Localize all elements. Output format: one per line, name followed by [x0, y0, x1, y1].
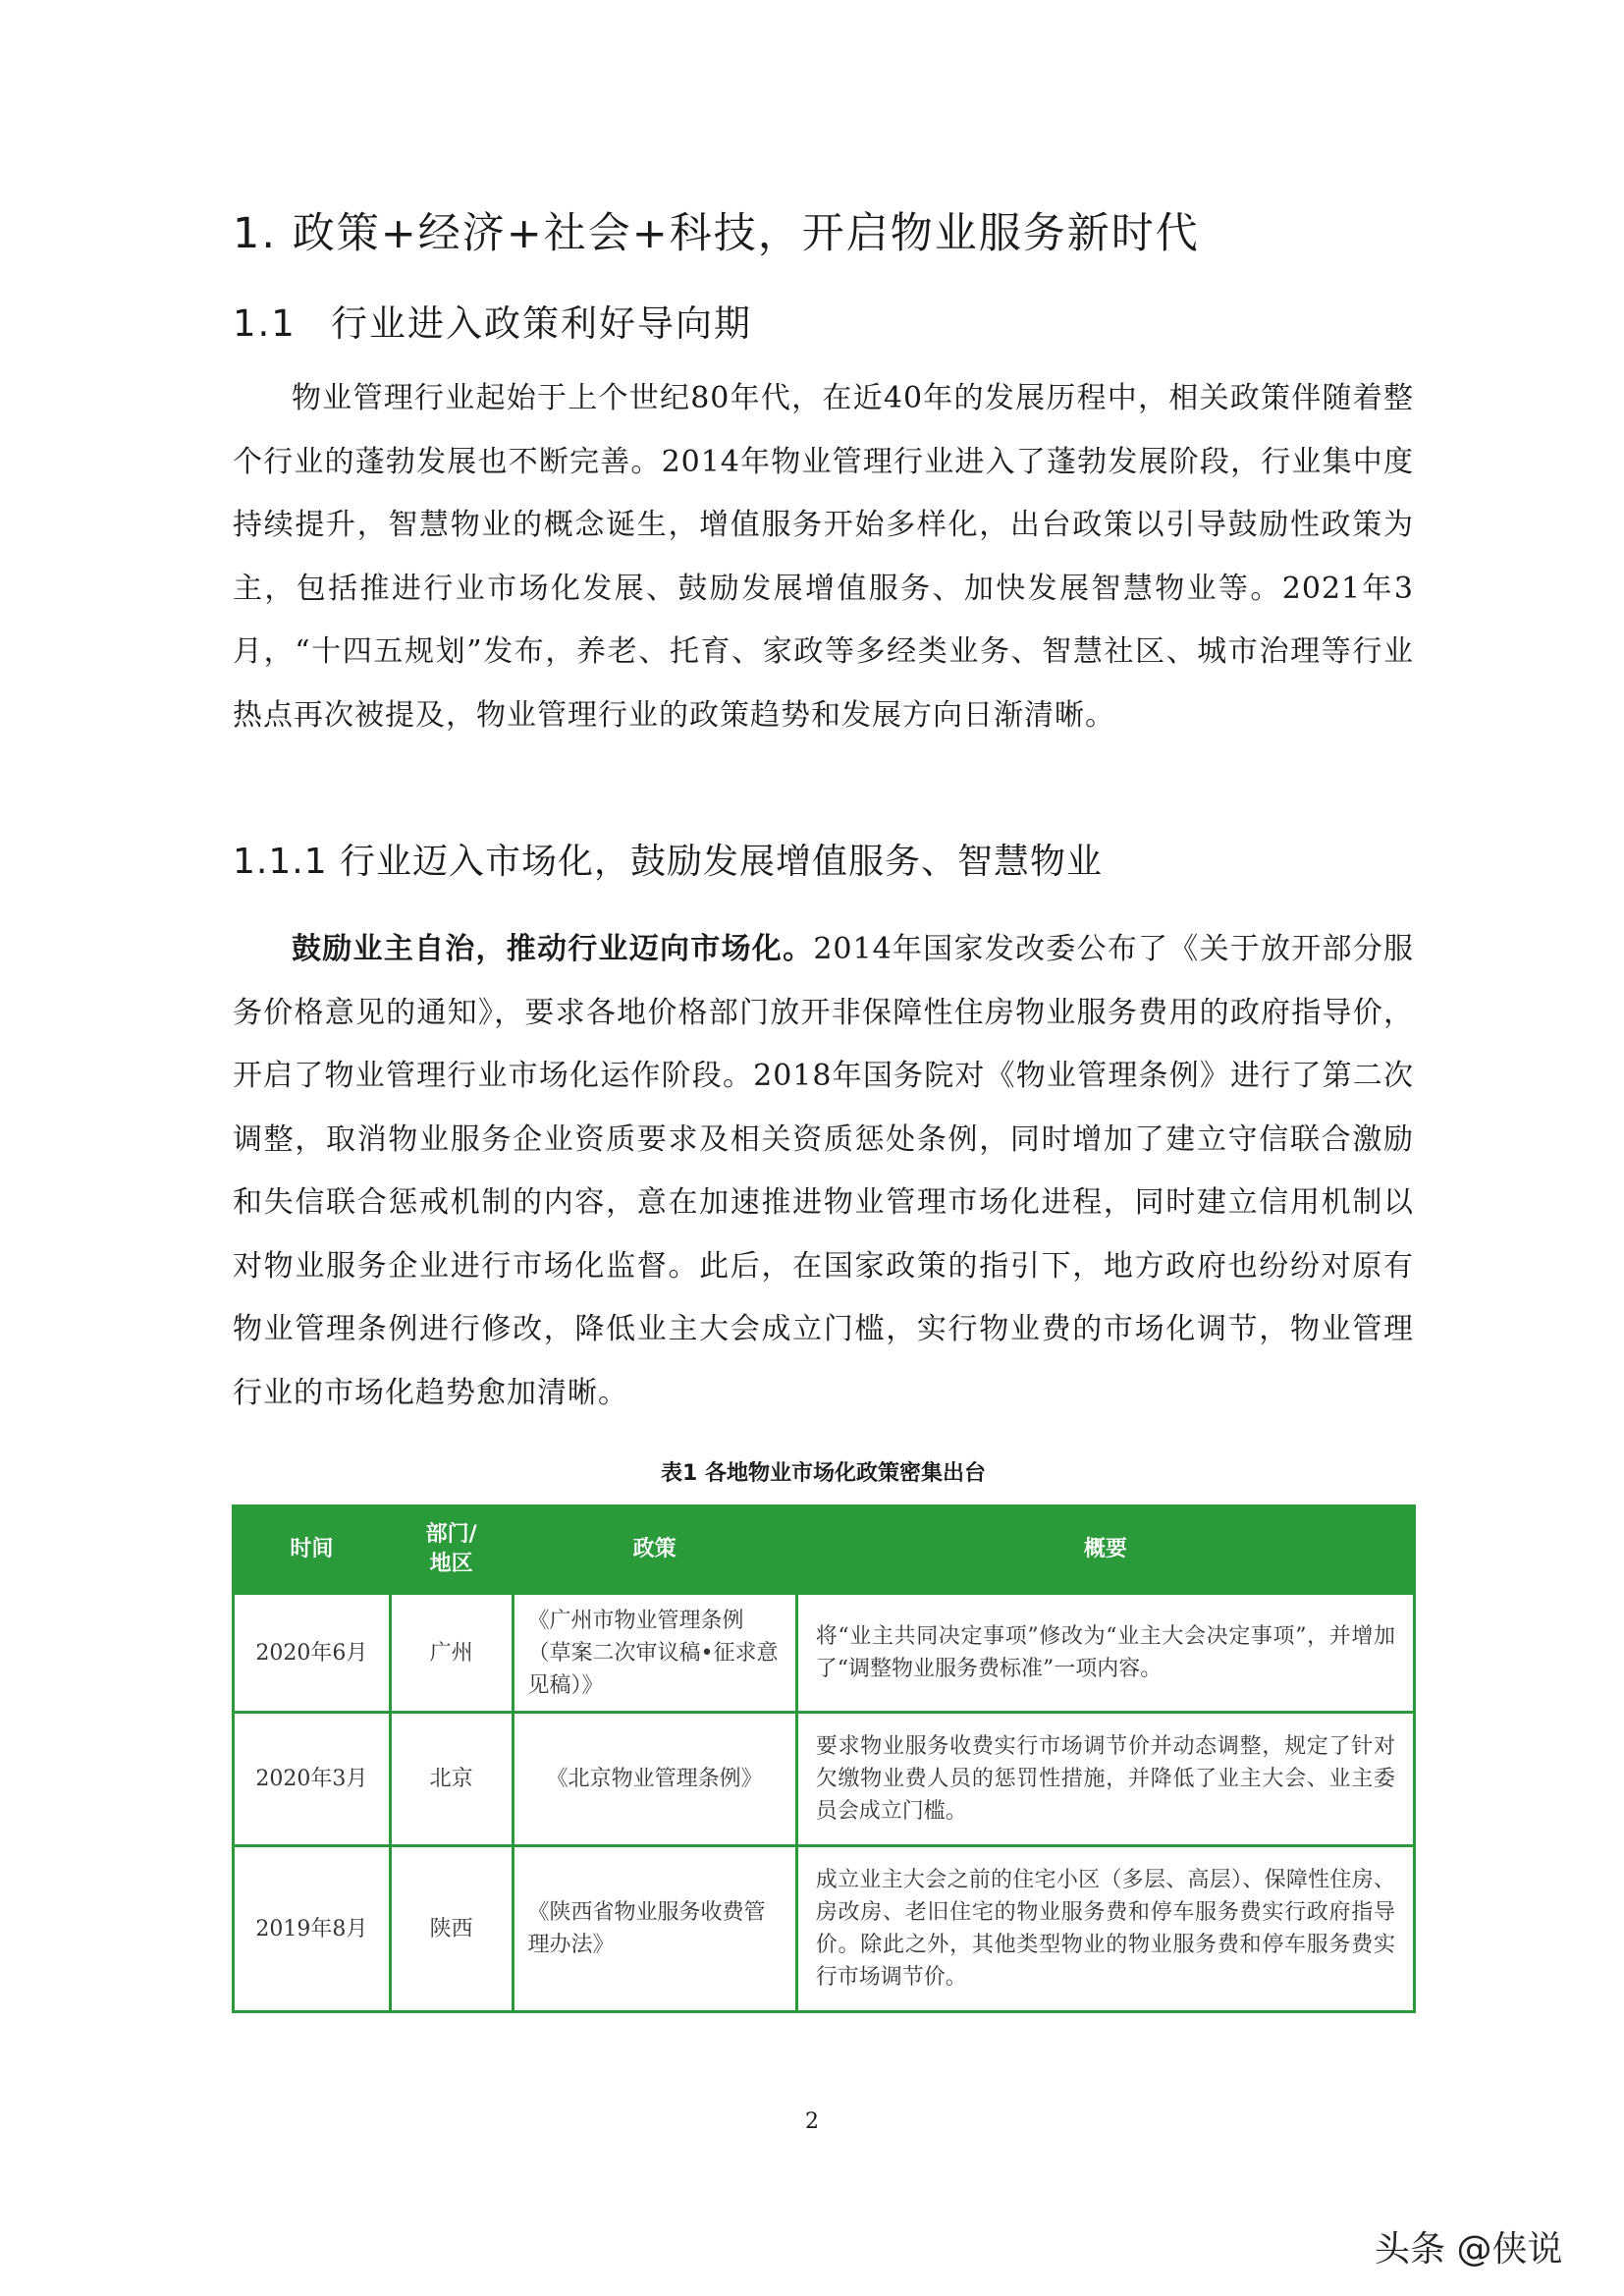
table-row [234, 1594, 1415, 1713]
page-number: 2 [805, 2109, 819, 2134]
paragraph-2-body: 2014年国家发改委公布了《关于放开部分服务价格意见的通知》，要求各地价格部门放开非保障性住房物业服务费用的政府指导价，开启了物业管理行业市场化运作阶段。2018年国务院对《物业管理条例》进行了第二次调整，取消物业服务企业资质要求及相关资质惩处条例，同时增加了建立守信联合激励和失信联合惩戒机制的内容，意在加速推进物业管理市场化进程，同时建立信用机制以对物业服务企业进行市场化监督。此后，在国家政策的指引下，地方政府也纷纷对原有物业管理条例进行修改，降低业主大会成立门槛，实行物业费的市场化调节，物业管理行业的市场化趋势愈加清晰。 [233, 932, 1414, 1410]
table-caption: 表1 各地物业市场化政策密集出台 [661, 1461, 986, 1486]
table-cell-summary: 要求物业服务收费实行市场调节价并动态调整，规定了针对欠缴物业费人员的惩罚性措施，并降低了业主大会、业主委员会成立门槛。 [796, 1713, 1414, 1846]
table-cell-summary: 将“业主共同决定事项”修改为“业主大会决定事项”，并增加了“调整物业服务费标准”一项内容。 [796, 1594, 1414, 1713]
heading-3: 1.1.1 行业迈入市场化，鼓励发展增值服务、智慧物业 [233, 842, 1104, 882]
watermark-text: 头条 @侠说 [1375, 2229, 1563, 2269]
paragraph-1: 物业管理行业起始于上个世纪80年代，在近40年的发展历程中，相关政策伴随着整个行业的蓬勃发展也不断完善。2014年物业管理行业进入了蓬勃发展阶段，行业集中度持续提升，智慧物业的概念诞生，增值服务开始多样化，出台政策以引导鼓励性政策为主，包括推进行业市场化发展、鼓励发展增值服务、加快发展智慧物业等。2021年3月，“十四五规划”发布，养老、托育、家政等多经类业务、智慧社区、城市治理等行业热点再次被提及，物业管理行业的政策趋势和发展方向日渐清晰。 [233, 381, 1414, 733]
heading-2 [233, 297, 752, 352]
table-cell-policy: 《广州市物业管理条例（草案二次审议稿•征求意见稿）》 [513, 1594, 796, 1713]
table-cell-date: 2019年8月 [234, 1846, 391, 2012]
table-row [234, 1846, 1415, 2012]
table-header-cell: 部门/ 地区 [390, 1506, 513, 1594]
table-cell-date: 2020年3月 [234, 1713, 391, 1846]
table-header-row [234, 1506, 1415, 1594]
table-cell-policy: 《北京物业管理条例》 [513, 1713, 796, 1846]
policy-table [232, 1504, 1416, 2013]
heading-2-number: 1.1 [233, 302, 297, 345]
table-cell-region: 广州 [390, 1594, 513, 1713]
table-cell-summary: 成立业主大会之前的住宅小区（多层、高层）、保障性住房、房改房、老旧住宅的物业服务费和停车服务费实行政府指导价。除此之外，其他类型物业的物业服务费和停车服务费实行市场调节价。 [796, 1846, 1414, 2012]
heading-1: 1. 政策+经济+社会+科技，开启物业服务新时代 [233, 209, 1200, 258]
heading-2-title: 行业进入政策利好导向期 [331, 302, 752, 345]
table-header-cell: 概要 [796, 1506, 1414, 1594]
table-header-cell: 政策 [513, 1506, 796, 1594]
table-cell-region: 北京 [390, 1713, 513, 1846]
table-cell-date: 2020年6月 [234, 1594, 391, 1713]
paragraph-2 [233, 918, 1414, 1425]
table-row [234, 1713, 1415, 1846]
table-header-cell: 时间 [234, 1506, 391, 1594]
paragraph-2-lead: 鼓励业主自治，推动行业迈向市场化。 [292, 932, 814, 966]
table-cell-region: 陕西 [390, 1846, 513, 2012]
table-cell-policy: 《陕西省物业服务收费管理办法》 [513, 1846, 796, 2012]
